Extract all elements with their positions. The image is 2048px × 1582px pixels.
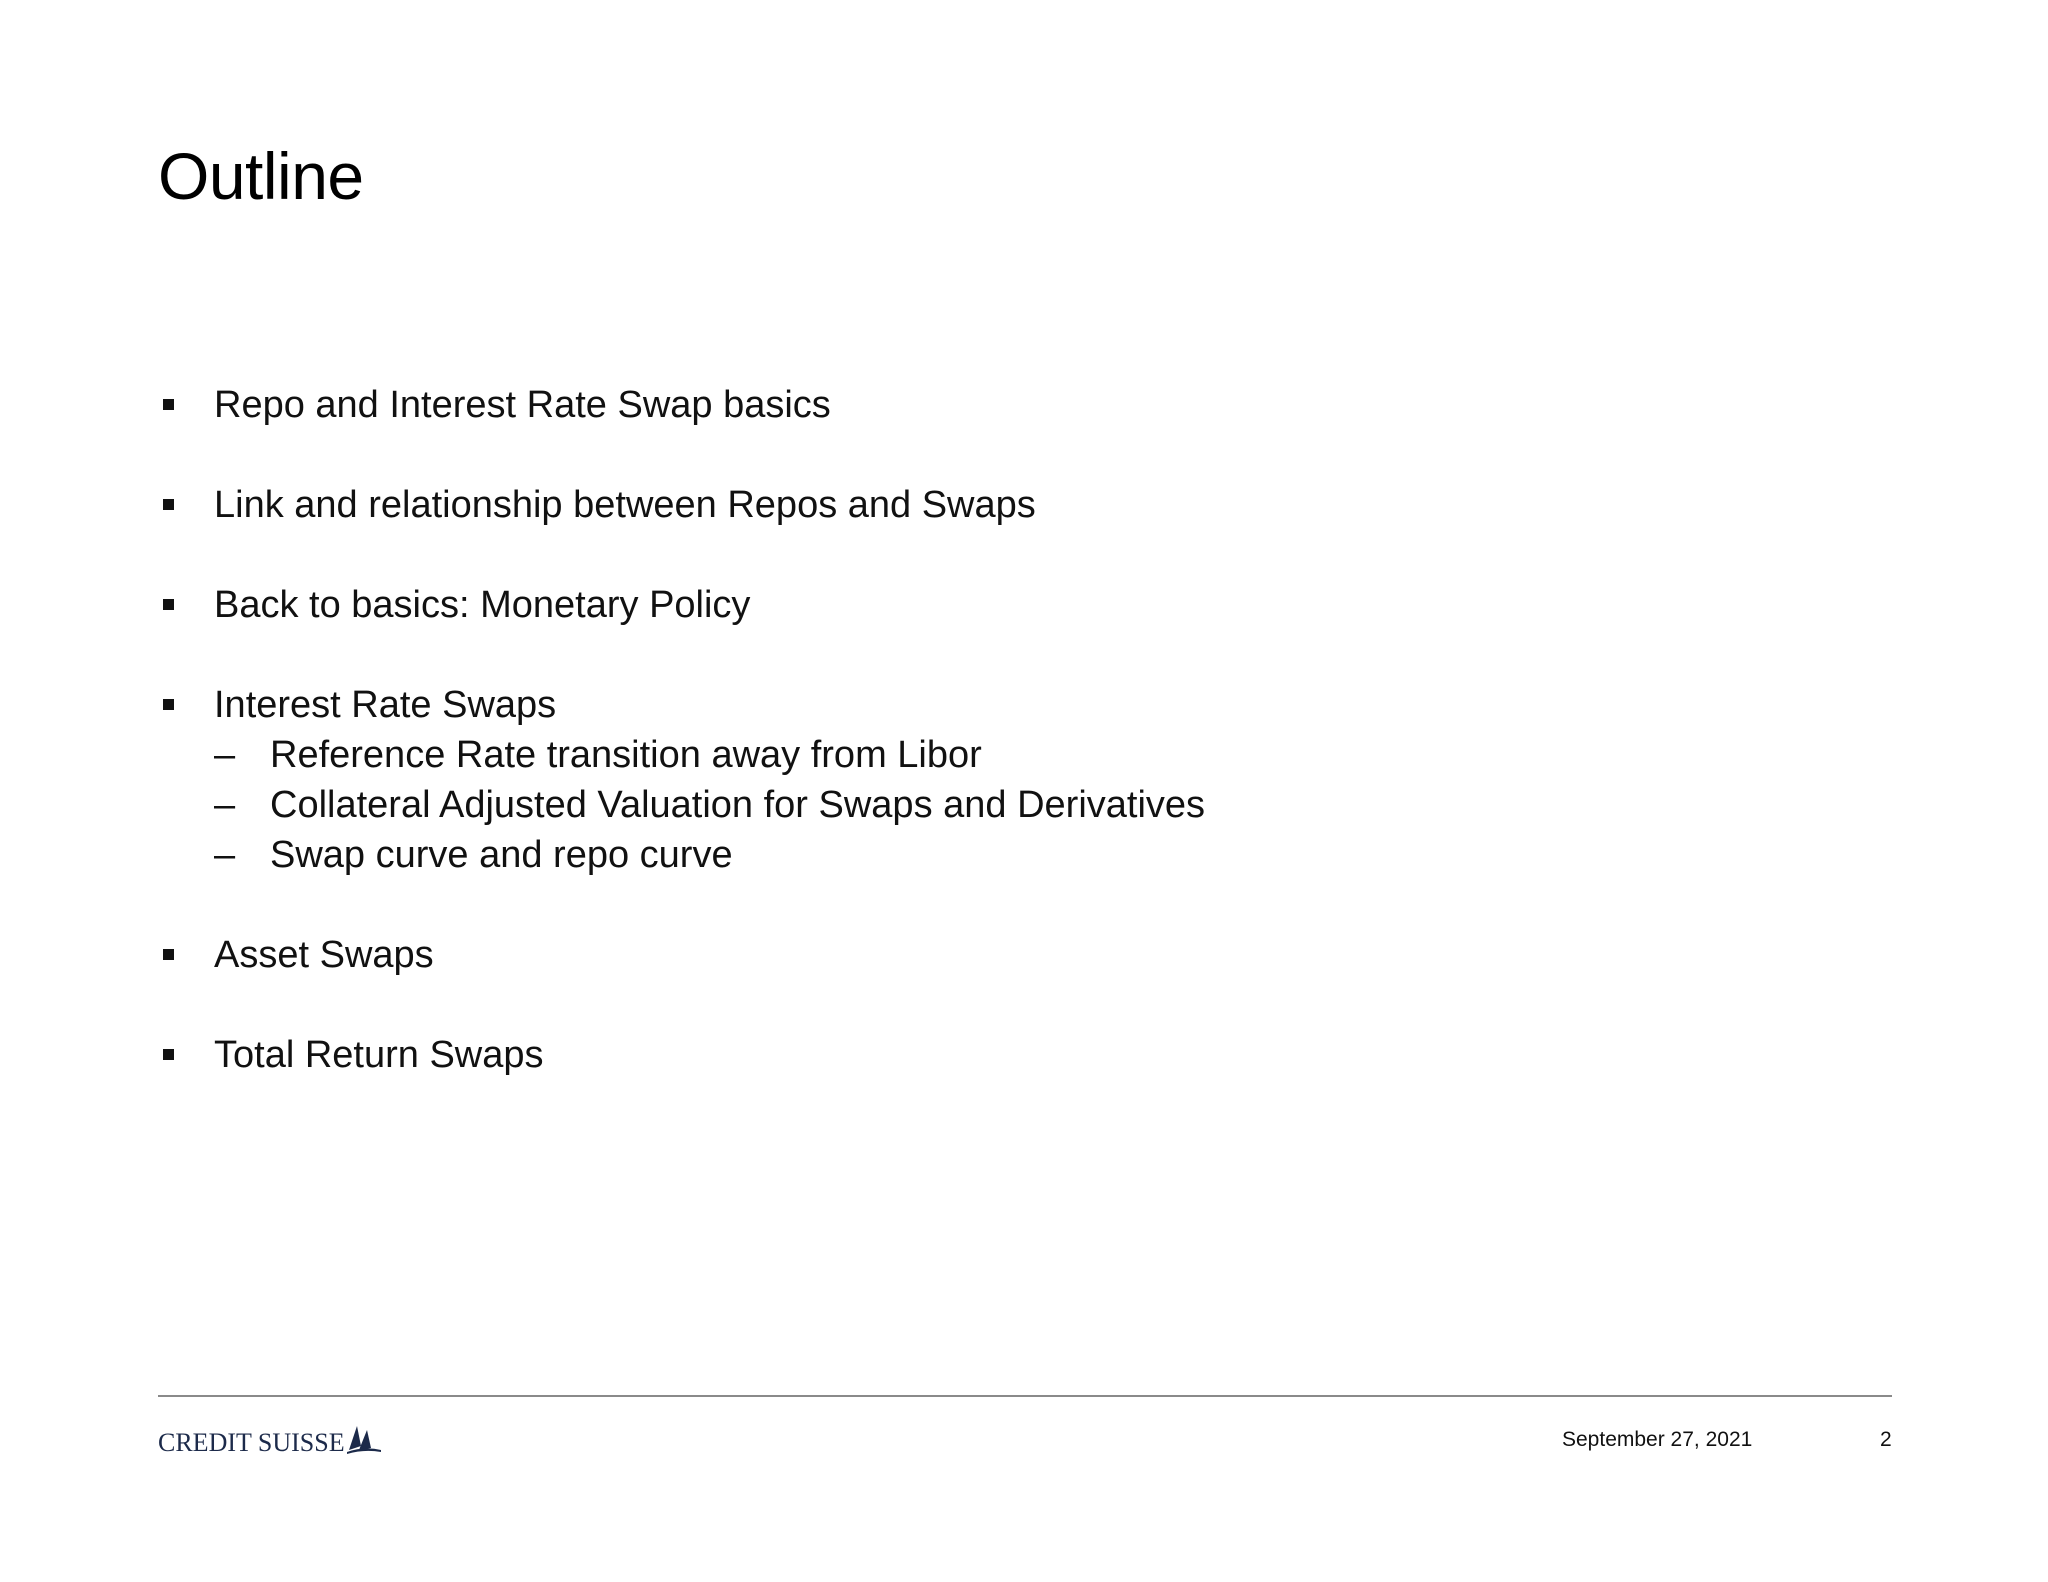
square-bullet-icon: [163, 399, 174, 410]
outline-item-text: Asset Swaps: [214, 934, 434, 976]
outline-item-text: Repo and Interest Rate Swap basics: [214, 384, 831, 426]
outline-item: [158, 1030, 1858, 1080]
square-bullet-icon: [163, 1049, 174, 1060]
outline-item: [158, 480, 1858, 530]
footer-date: September 27, 2021: [1562, 1428, 1753, 1451]
outline-list: [158, 380, 1858, 1130]
outline-subitem: [214, 780, 1858, 830]
outline-item-text: Total Return Swaps: [214, 1034, 544, 1076]
logo-wordmark: CREDIT SUISSE: [158, 1428, 345, 1457]
page-number: 2: [1880, 1428, 1892, 1451]
outline-subitem: [214, 730, 1858, 780]
sails-icon: [347, 1424, 381, 1454]
outline-item-text: Back to basics: Monetary Policy: [214, 584, 751, 626]
outline-item: [158, 930, 1858, 980]
outline-subitem-text: Swap curve and repo curve: [270, 834, 733, 876]
dash-bullet: –: [214, 834, 236, 876]
footer-divider: [158, 1395, 1892, 1397]
square-bullet-icon: [163, 699, 174, 710]
outline-sublist: [214, 730, 1858, 880]
outline-item-text: Link and relationship between Repos and Swaps: [214, 484, 1036, 526]
outline-item: [158, 580, 1858, 630]
outline-item: [158, 380, 1858, 430]
outline-item: [158, 680, 1858, 880]
outline-subitem: [214, 830, 1858, 880]
slide-title: Outline: [158, 139, 364, 213]
outline-subitem-text: Collateral Adjusted Valuation for Swaps and Derivatives: [270, 784, 1206, 826]
outline-item-text: Interest Rate Swaps: [214, 684, 557, 726]
square-bullet-icon: [163, 599, 174, 610]
outline-subitem-text: Reference Rate transition away from Libor: [270, 734, 982, 776]
square-bullet-icon: [163, 499, 174, 510]
dash-bullet: –: [214, 784, 236, 826]
credit-suisse-logo: [158, 1408, 381, 1458]
square-bullet-icon: [163, 949, 174, 960]
dash-bullet: –: [214, 734, 236, 776]
